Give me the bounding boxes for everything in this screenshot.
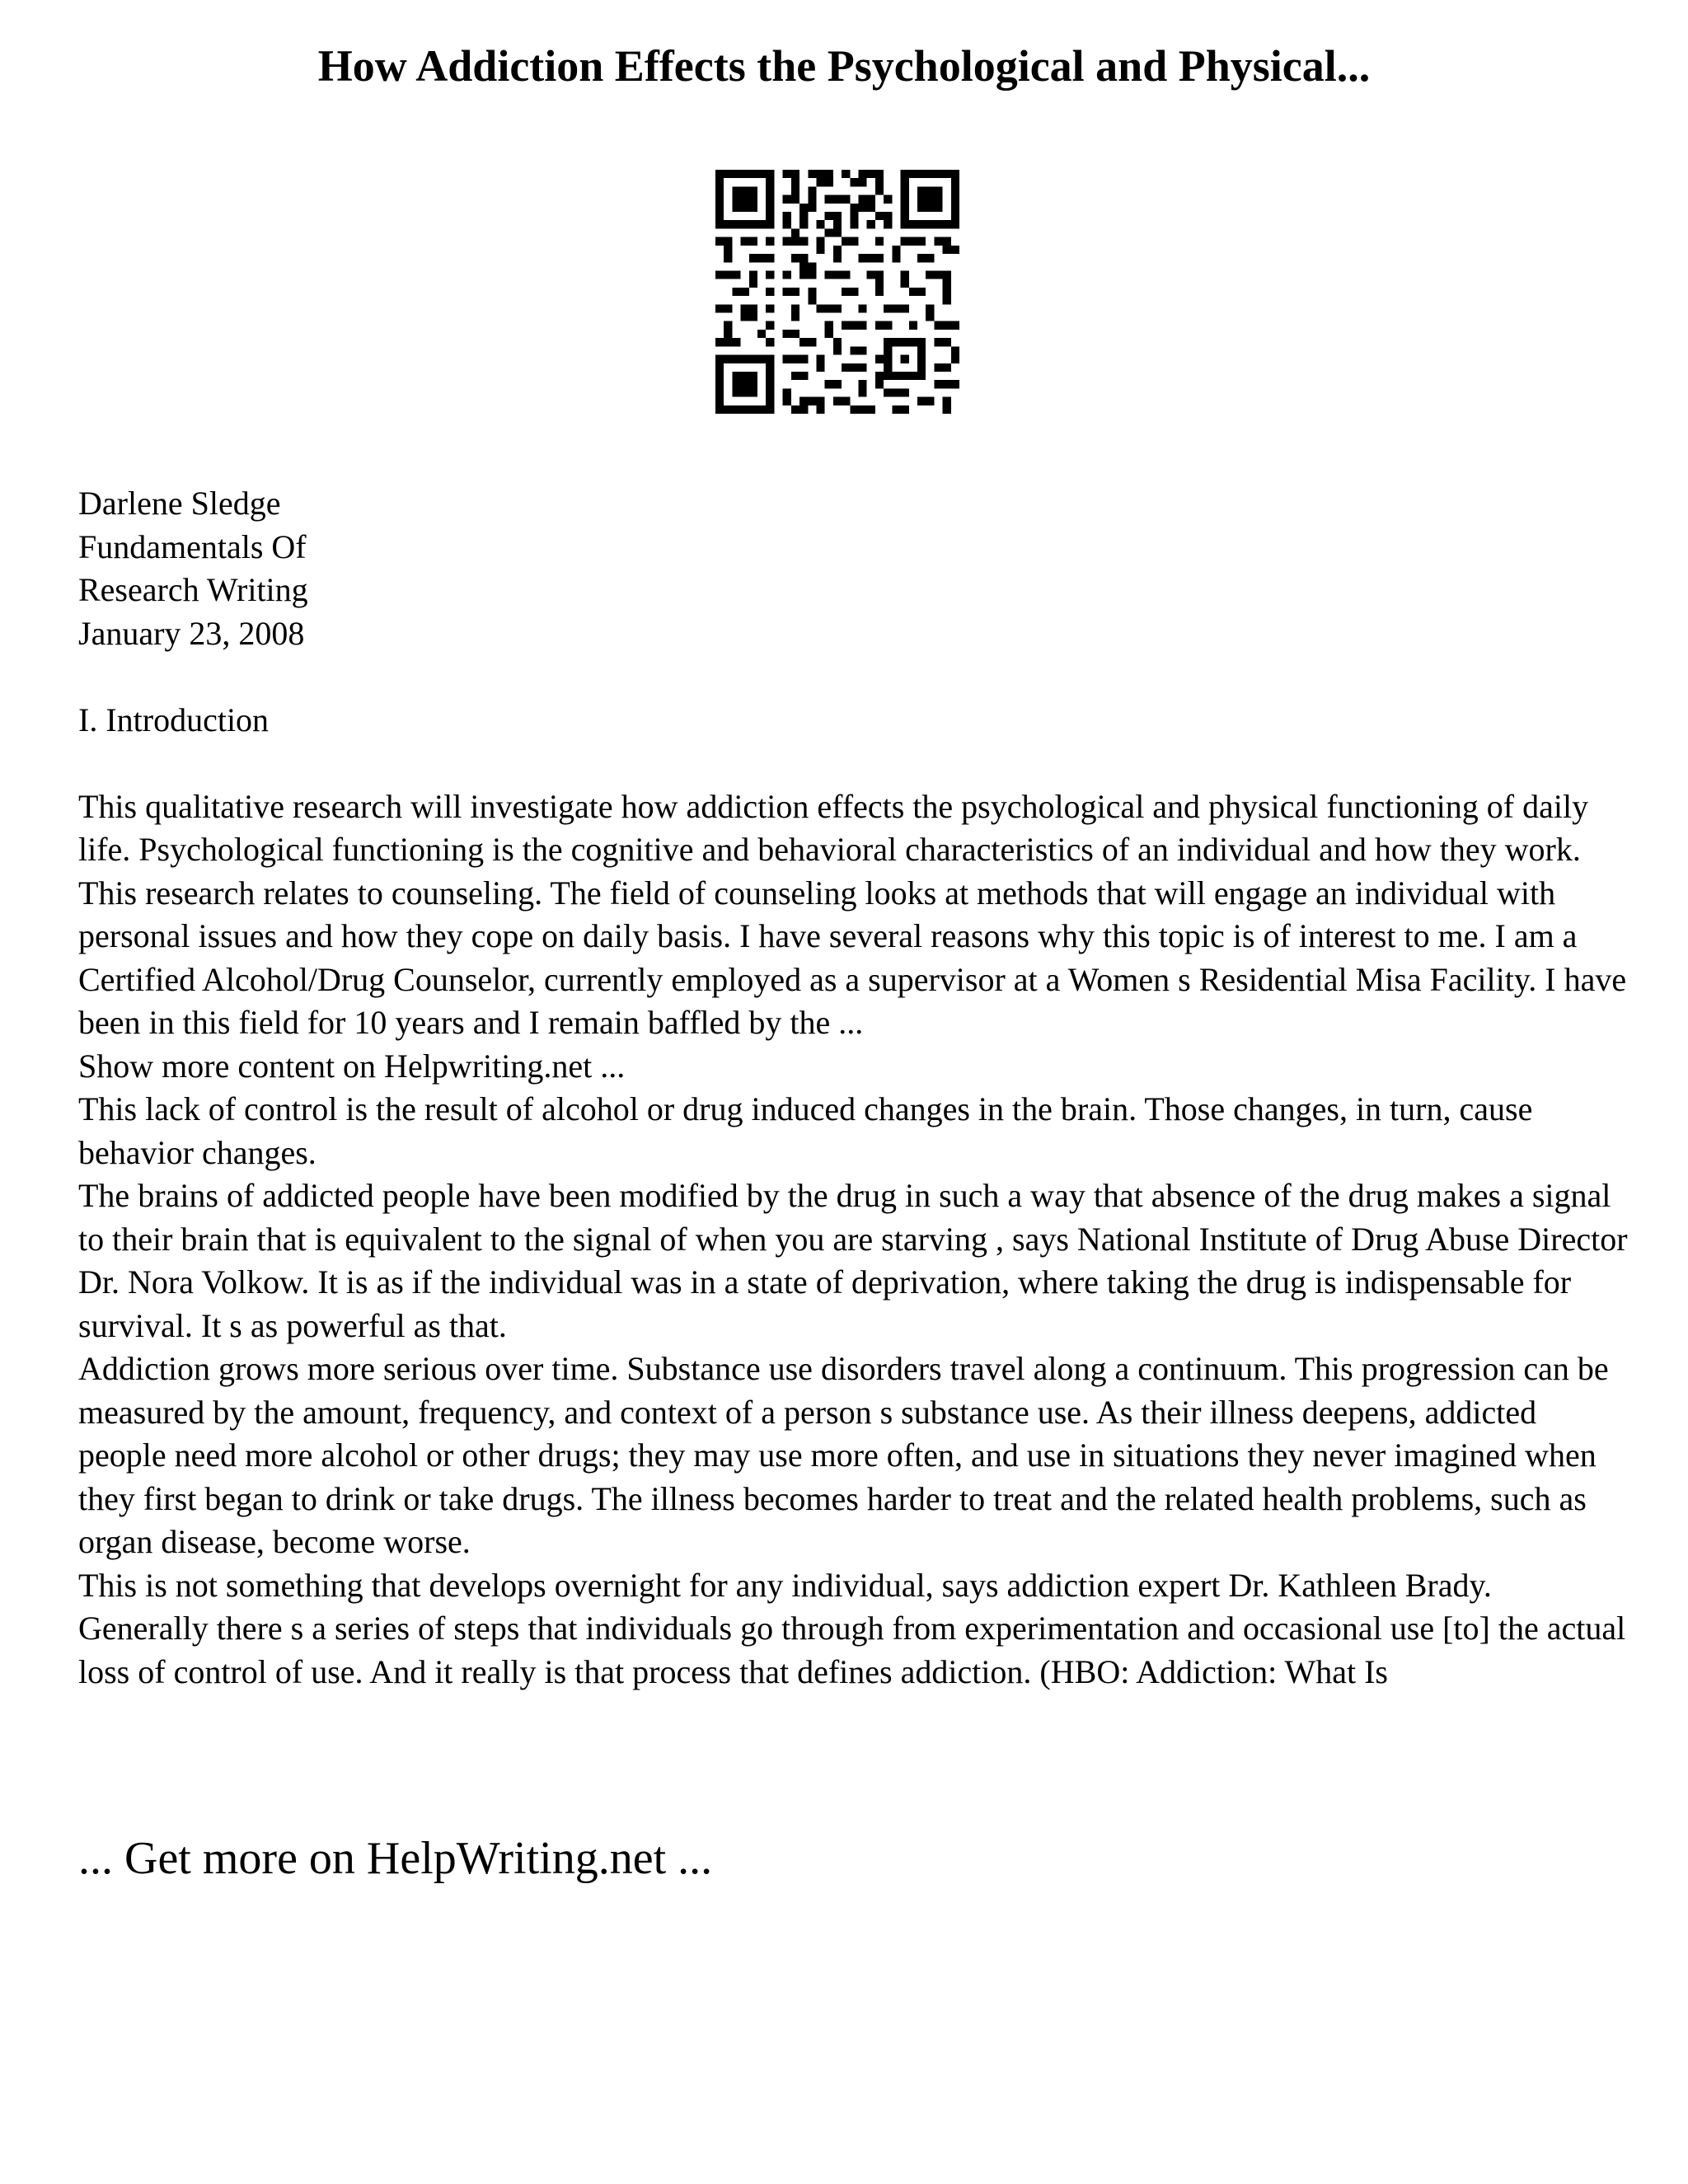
course-line-2: Research Writing — [78, 571, 308, 608]
author-name: Darlene Sledge — [78, 485, 281, 522]
paragraph: This lack of control is the result of alcohol or drug induced changes in the brain. Those changes, in turn, cause behavior changes. — [78, 1090, 1533, 1171]
paragraph: Addiction grows more serious over time. Substance use disorders travel along a continuum. This progression can be measured by the amount, frequency, and context of a person s substance use. As their illness deepens, addicted people need more alcohol or other drugs; they may use more often, and use in situations they never imagined when they first began to drink or take drugs. The illness becomes harder to treat and the related health problems, such as organ disease, become worse. — [78, 1350, 1609, 1560]
paragraph: The brains of addicted people have been modified by the drug in such a way that absence of the drug makes a signal to their brain that is equivalent to the signal of when you are starving , says National Institute of Drug Abuse Director Dr. Nora Volkow. It is as if the individual was in a state of deprivation, where taking the drug is indispensable for survival. It s as powerful as that. — [78, 1177, 1628, 1344]
section-heading: I. Introduction — [78, 701, 270, 738]
spacer — [78, 742, 1628, 785]
qr-code-icon — [715, 170, 959, 414]
paragraph: This research relates to counseling. The field of counseling looks at methods that will engage an individual with personal issues and how they cope on daily basis. I have several reasons why this topic is of interest to me. I am a Certified Alcohol/Drug Counselor, currently employed as a supervisor at a Women s Residential Misa Facility. I have been in this field for 10 years and I remain baffled by the ... — [78, 874, 1627, 1041]
document-date: January 23, 2008 — [78, 614, 305, 652]
show-more-link[interactable]: Show more content on Helpwriting.net ... — [78, 1047, 626, 1085]
document-title: How Addiction Effects the Psychological and Physical... — [317, 41, 1371, 91]
paragraph: This qualitative research will investigate how addiction effects the psychological and physical functioning of daily life. Psychological functioning is the cognitive and behavioral characteristics of an individual and how they work. — [78, 787, 1589, 868]
document-body — [78, 482, 1628, 1694]
course-line-1: Fundamentals Of — [78, 527, 307, 565]
spacer — [78, 655, 1628, 699]
paragraph: This is not something that develops overnight for any individual, says addiction expert Dr. Kathleen Brady. Generally there s a series of steps that individuals go through from experimentation and occasional use [to] the actual loss of control of use. And it really is that process that defines addiction. (HBO: Addiction: What Is — [78, 1566, 1626, 1690]
get-more-link[interactable]: ... Get more on HelpWriting.net ... — [78, 1833, 713, 1884]
